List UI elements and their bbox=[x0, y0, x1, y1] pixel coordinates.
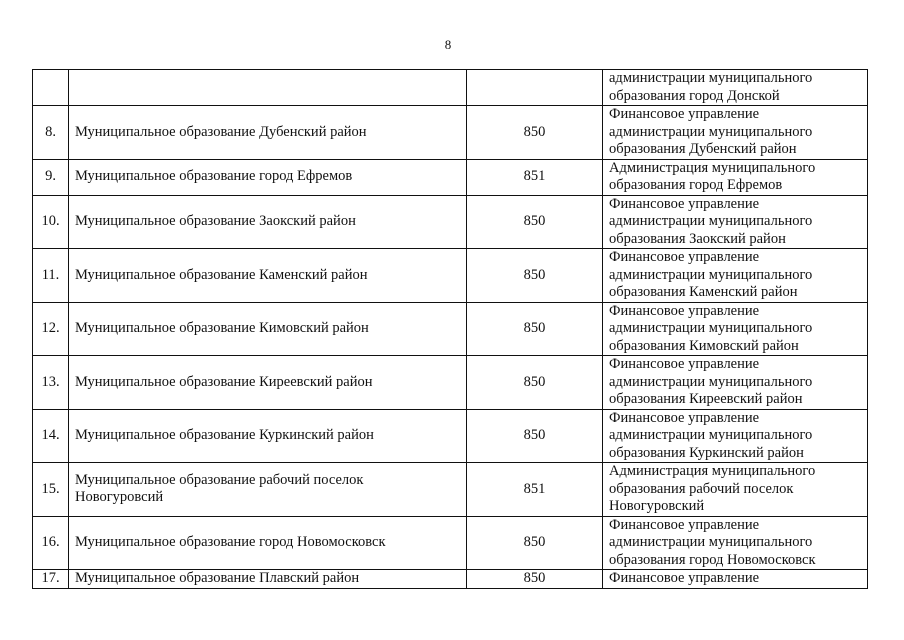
municipality-name-line: Муниципальное образование Киреевский район bbox=[75, 373, 373, 390]
code-cell: 850 bbox=[467, 409, 603, 463]
administrator-line: администрации муниципального bbox=[609, 213, 813, 229]
municipality-name-cell bbox=[69, 195, 467, 249]
table-row bbox=[33, 249, 868, 303]
row-number-cell: 12. bbox=[33, 302, 69, 356]
administrator-line: Администрация муниципального bbox=[609, 463, 816, 479]
administrator-line: Финансовое управление bbox=[609, 516, 760, 533]
municipality-name-cell bbox=[69, 106, 467, 160]
municipality-name-line: Муниципальное образование город Ефремов bbox=[75, 168, 353, 185]
administrator-cell bbox=[603, 159, 868, 195]
code-cell: 851 bbox=[467, 463, 603, 517]
administrator-line: администрации муниципального bbox=[609, 427, 813, 443]
code-cell: 850 bbox=[467, 516, 603, 570]
administrator-line: администрации муниципального bbox=[609, 320, 813, 336]
table-row bbox=[33, 463, 868, 517]
administrator-line: образования Заокский район bbox=[609, 230, 786, 247]
page-number: 8 bbox=[444, 37, 452, 52]
code-cell: 850 bbox=[467, 302, 603, 356]
administrator-line: Финансовое управление bbox=[609, 356, 760, 372]
code-cell: 850 bbox=[467, 570, 603, 589]
administrator-cell bbox=[603, 302, 868, 356]
administrator-line: администрации муниципального bbox=[609, 373, 813, 390]
table-row bbox=[33, 302, 868, 356]
administrator-cell bbox=[603, 249, 868, 303]
table-row bbox=[33, 409, 868, 463]
administrator-line: образования Дубенский район bbox=[609, 141, 797, 157]
code-cell: 850 bbox=[467, 356, 603, 410]
administrator-line: Финансовое управление bbox=[609, 302, 760, 319]
municipality-name-cell bbox=[69, 463, 467, 517]
municipality-name-line: Муниципальное образование Заокский район bbox=[75, 213, 356, 229]
municipality-name-cell bbox=[69, 159, 467, 195]
administrator-line: администрации муниципального bbox=[609, 534, 813, 550]
row-number-cell: 8. bbox=[33, 106, 69, 160]
code-cell: 850 bbox=[467, 106, 603, 160]
administrator-line: Финансовое управление bbox=[609, 570, 760, 586]
administrator-cell bbox=[603, 195, 868, 249]
code-cell: 850 bbox=[467, 195, 603, 249]
administrator-line: образования город Новомосковск bbox=[609, 551, 816, 568]
table-row bbox=[33, 516, 868, 570]
municipality-name-line: Муниципальное образование город Новомосковск bbox=[75, 534, 386, 550]
administrator-line: образования город Ефремов bbox=[609, 177, 783, 193]
row-number-cell: 17. bbox=[33, 570, 69, 589]
administrator-line: образования город Донской bbox=[609, 87, 780, 104]
row-number-cell: 15. bbox=[33, 463, 69, 517]
row-number-cell: 13. bbox=[33, 356, 69, 410]
administrator-line: образования Куркинский район bbox=[609, 444, 804, 461]
municipality-name-line: Муниципальное образование Плавский район bbox=[75, 570, 360, 586]
administrator-line: Финансовое управление bbox=[609, 409, 760, 426]
administrator-line: Финансовое управление bbox=[609, 195, 760, 212]
administrator-line: администрации муниципального bbox=[609, 123, 813, 140]
table-row bbox=[33, 106, 868, 160]
row-number-cell: 10. bbox=[33, 195, 69, 249]
row-number-cell: 11. bbox=[33, 249, 69, 303]
table-row bbox=[33, 70, 868, 106]
municipality-name-line: Муниципальное образование Каменский район bbox=[75, 266, 368, 283]
municipality-name-line: Муниципальное образование Кимовский район bbox=[75, 320, 369, 336]
municipality-name-cell bbox=[69, 409, 467, 463]
administrator-cell bbox=[603, 106, 868, 160]
administrator-line: Администрация муниципального bbox=[609, 159, 816, 176]
table-row bbox=[33, 356, 868, 410]
municipality-name-cell bbox=[69, 70, 467, 106]
municipality-name-line: Муниципальное образование Дубенский район bbox=[75, 123, 367, 140]
administrator-line: образования Кимовский район bbox=[609, 337, 799, 354]
administrator-line: Финансовое управление bbox=[609, 106, 760, 122]
municipal-table bbox=[32, 69, 868, 589]
municipality-name-cell bbox=[69, 356, 467, 410]
administrator-cell bbox=[603, 570, 868, 589]
municipality-name-line: Новогуровсий bbox=[75, 489, 164, 506]
municipality-name-cell bbox=[69, 570, 467, 589]
row-number-cell: 14. bbox=[33, 409, 69, 463]
row-number-cell: 9. bbox=[33, 159, 69, 195]
code-cell bbox=[467, 70, 603, 106]
administrator-cell bbox=[603, 356, 868, 410]
code-cell: 851 bbox=[467, 159, 603, 195]
row-number-cell: 16. bbox=[33, 516, 69, 570]
table-body bbox=[33, 70, 868, 589]
administrator-line: Финансовое управление bbox=[609, 249, 760, 265]
administrator-line: образования Каменский район bbox=[609, 284, 798, 300]
municipality-name-line: Муниципальное образование Куркинский район bbox=[75, 427, 374, 443]
table-row bbox=[33, 195, 868, 249]
municipality-name-line: Муниципальное образование рабочий поселок bbox=[75, 471, 364, 488]
administrator-cell bbox=[603, 70, 868, 106]
administrator-cell bbox=[603, 516, 868, 570]
administrator-line: администрации муниципального bbox=[609, 266, 813, 283]
administrator-line: администрации муниципального bbox=[609, 70, 813, 86]
table-row bbox=[33, 159, 868, 195]
row-number-cell bbox=[33, 70, 69, 106]
municipality-name-cell bbox=[69, 516, 467, 570]
municipality-name-cell bbox=[69, 302, 467, 356]
administrator-cell bbox=[603, 463, 868, 517]
administrator-line: образования рабочий поселок bbox=[609, 480, 794, 497]
table-row bbox=[33, 570, 868, 589]
code-cell: 850 bbox=[467, 249, 603, 303]
municipality-name-cell bbox=[69, 249, 467, 303]
administrator-cell bbox=[603, 409, 868, 463]
administrator-line: образования Киреевский район bbox=[609, 391, 803, 407]
administrator-line: Новогуровский bbox=[609, 498, 705, 514]
